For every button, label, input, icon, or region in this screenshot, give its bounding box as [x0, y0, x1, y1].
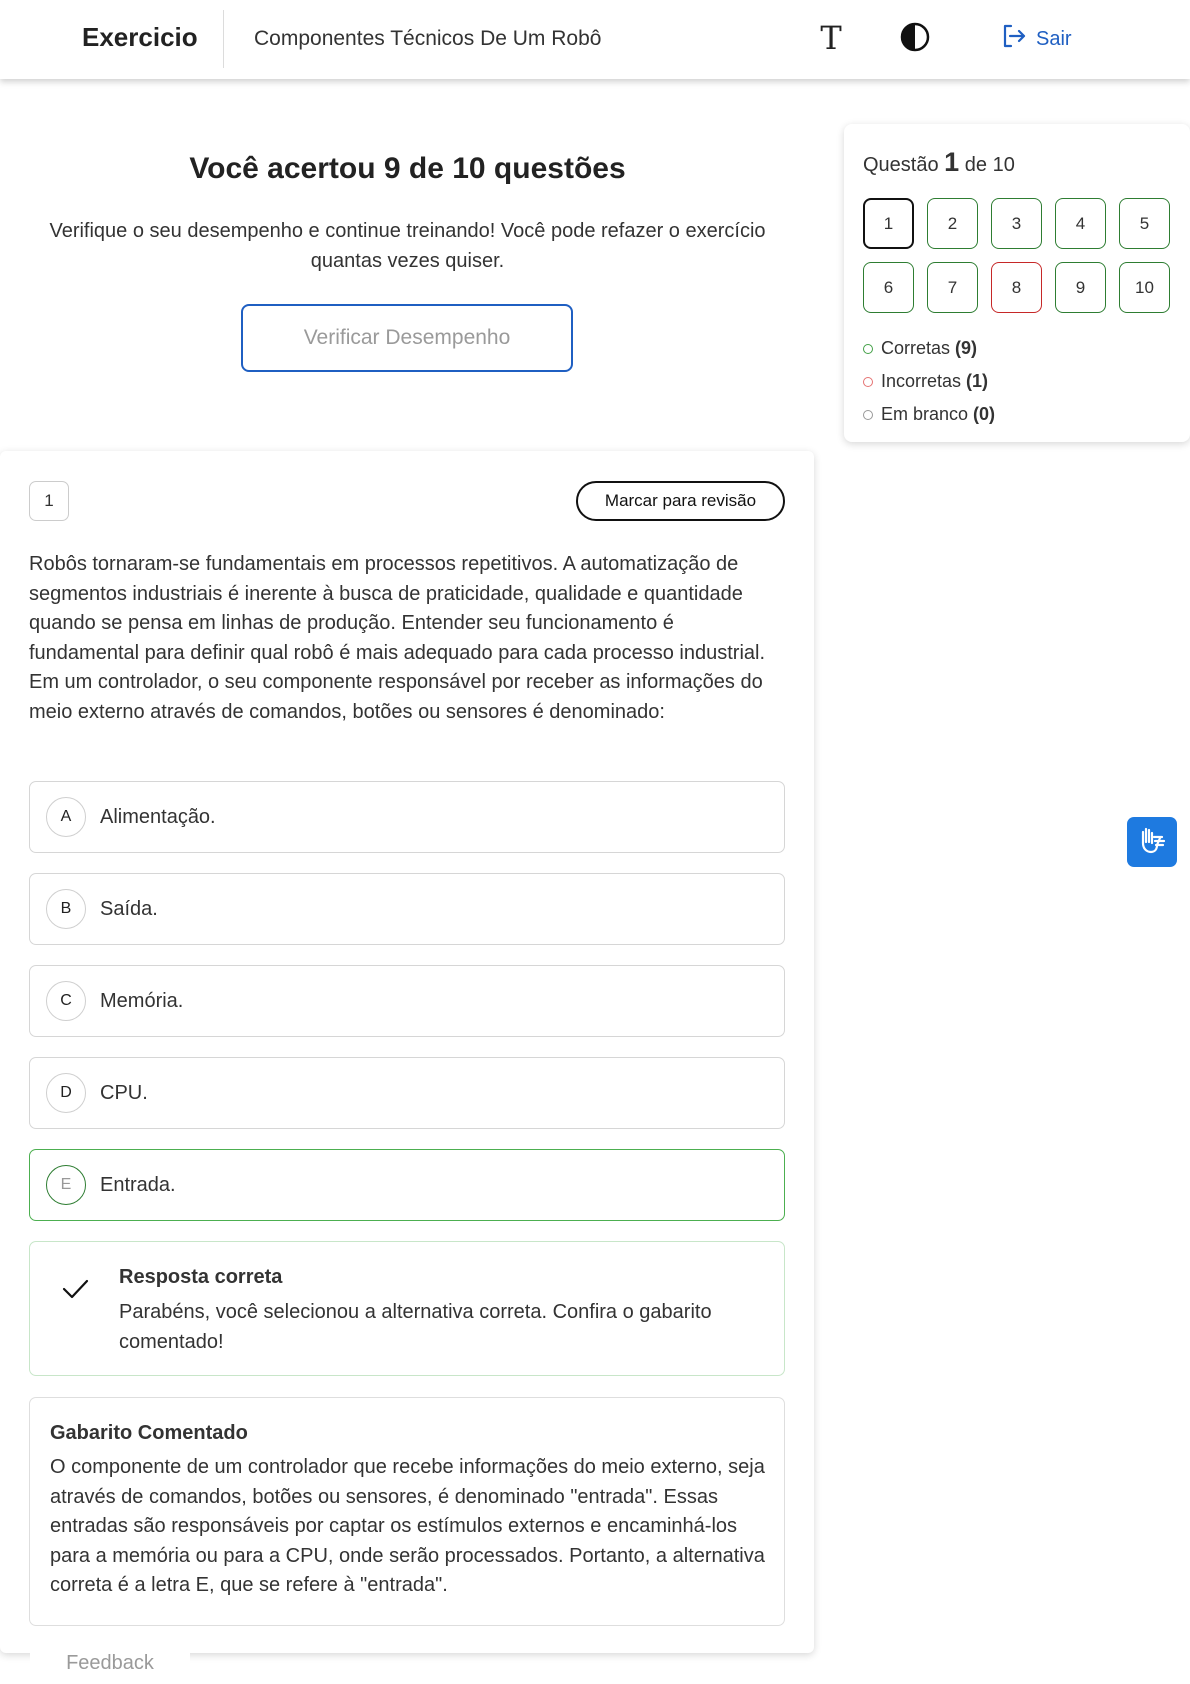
green-dot-icon [863, 344, 873, 354]
top-header [0, 0, 1190, 79]
question-nav-button[interactable]: 1 [863, 198, 914, 249]
question-nav-button[interactable]: 10 [1119, 262, 1170, 313]
vlibras-accessibility-button[interactable] [1127, 817, 1177, 867]
alternative-letter: A [46, 797, 86, 837]
question-nav-button[interactable]: 9 [1055, 262, 1106, 313]
alternative-text: CPU. [100, 1081, 148, 1104]
question-nav-button[interactable]: 2 [927, 198, 978, 249]
exit-button[interactable] [1000, 22, 1072, 56]
alternative-letter: D [46, 1073, 86, 1113]
red-dot-icon [863, 377, 873, 387]
gray-dot-icon [863, 410, 873, 420]
alternative-text: Saída. [100, 897, 158, 920]
alternative-text: Entrada. [100, 1173, 176, 1196]
status-legend [863, 332, 995, 431]
question-statement: Robôs tornaram-se fundamentais em processos repetitivos. A automatização de segmentos industriais é inerente à busca de praticidade, qualidade e quantidade quando se pensa em linhas de produção. Entender seu funcionamento é fundamental para definir qual robô é mais adequado para cada processo industrial. Em um controlador, o seu componente responsável por receber as informações do meio externo através de comandos, botões ou sensores é denominado: [29, 553, 766, 723]
alternative-letter: B [46, 889, 86, 929]
contrast-icon[interactable] [898, 20, 932, 54]
feedback-title: Resposta correta [119, 1266, 283, 1288]
result-description: Verifique o seu desempenho e continue treinando! Você pode refazer o exercício quantas vezes quiser. [49, 220, 766, 272]
feedback-tab[interactable]: Feedback [30, 1642, 190, 1684]
brand-title: Exercicio [82, 22, 198, 52]
question-nav-button[interactable]: 3 [991, 198, 1042, 249]
commented-answer-text: O componente de um controlador que recebe informações do meio externo, seja através de comandos, botões ou sensores, é denominado "entrada". Essas entradas são responsáveis por captar os estímulos externos e encaminhá-los para a memória ou para a CPU, onde serão processados. Portanto, a alternativa correta é a letra E, que se refere à "entrada". [50, 1456, 765, 1597]
alternative-text: Memória. [100, 989, 184, 1012]
font-size-icon[interactable]: T [820, 19, 842, 57]
commented-answer [29, 1397, 785, 1626]
header-divider [223, 10, 224, 68]
navigator-heading: Questão 1 de 10 [863, 147, 1015, 177]
question-nav-button[interactable]: 5 [1119, 198, 1170, 249]
check-icon [60, 1274, 90, 1304]
verify-performance-button[interactable]: Verificar Desempenho [241, 304, 573, 372]
exit-label: Sair [1036, 27, 1072, 50]
question-nav-button[interactable]: 8 [991, 262, 1042, 313]
alternative-c[interactable] [29, 965, 785, 1037]
alternative-e[interactable] [29, 1149, 785, 1221]
question-number-badge: 1 [29, 481, 69, 521]
legend-correct: Corretas (9) [863, 332, 995, 365]
question-nav-button[interactable]: 7 [927, 262, 978, 313]
alternative-d[interactable] [29, 1057, 785, 1129]
question-nav-button[interactable]: 4 [1055, 198, 1106, 249]
commented-answer-title: Gabarito Comentado [50, 1422, 248, 1444]
result-title: Você acertou 9 de 10 questões [189, 152, 626, 185]
answer-feedback [29, 1241, 785, 1376]
question-card [0, 451, 814, 1653]
alternative-b[interactable] [29, 873, 785, 945]
feedback-text: Parabéns, você selecionou a alternativa correta. Confira o gabarito comentado! [119, 1301, 712, 1353]
mark-for-review-button[interactable]: Marcar para revisão [576, 481, 785, 521]
question-navigator [844, 124, 1190, 442]
sign-language-icon [1135, 823, 1169, 862]
legend-blank: Em branco (0) [863, 398, 995, 431]
alternative-a[interactable] [29, 781, 785, 853]
logout-icon [1000, 22, 1028, 56]
current-question-number: 1 [944, 147, 960, 177]
alternative-letter: E [46, 1165, 86, 1205]
alternative-text: Alimentação. [100, 805, 216, 828]
question-nav-button[interactable]: 6 [863, 262, 914, 313]
legend-incorrect: Incorretas (1) [863, 365, 995, 398]
course-title: Componentes Técnicos De Um Robô [254, 27, 602, 50]
question-grid [863, 198, 1170, 313]
alternative-letter: C [46, 981, 86, 1021]
